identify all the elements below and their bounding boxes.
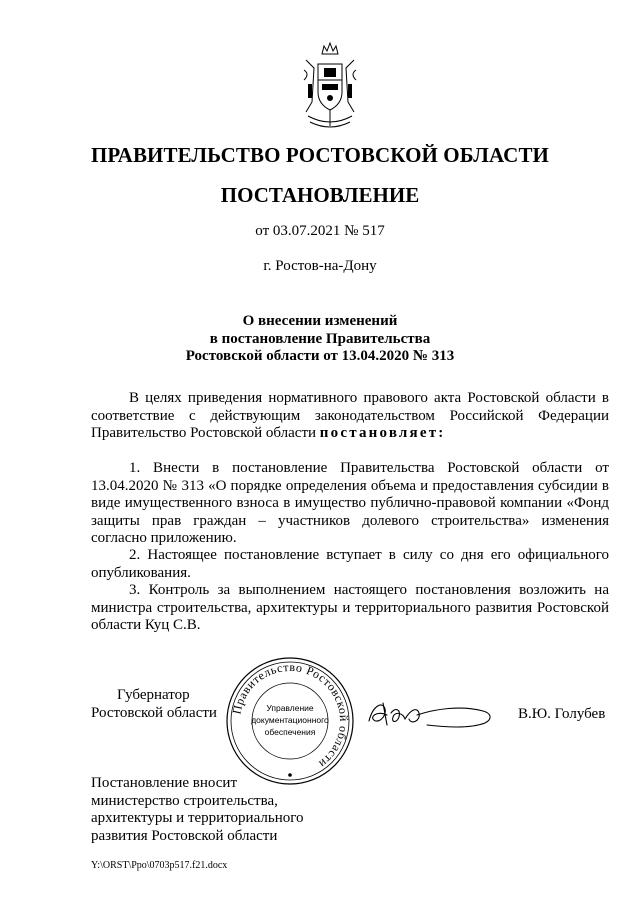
stamp-ring-text: Правительство Ростовской области (229, 659, 352, 772)
organization-title: ПРАВИТЕЛЬСТВО РОСТОВСКОЙ ОБЛАСТИ (91, 143, 549, 167)
document-subject (0, 313, 640, 366)
stamp-center-line: Управление (266, 703, 314, 713)
contributor-line: развития Ростовской области (91, 827, 278, 844)
contributor-note (91, 775, 304, 845)
resolution-keyword: постановляет: (319, 425, 446, 441)
contributor-line: Постановление вносит (91, 775, 238, 791)
document-date-number: от 03.07.2021 № 517 (255, 223, 385, 239)
subject-line: О внесении изменений (242, 313, 398, 329)
signatory-title (91, 687, 221, 722)
contributor-line: архитектуры и территориального (91, 810, 304, 826)
signatory-title-line: Губернатор (117, 687, 190, 703)
subject-line: в постановление Правительства (209, 330, 431, 347)
subject-line: Ростовской области от 13.04.2020 № 313 (185, 348, 455, 364)
file-path: Y:\ORST\Ppo\0703p517.f21.docx (91, 860, 228, 871)
signatory-name: В.Ю. Голубев (518, 706, 606, 722)
stamp-center-line: обеспечения (264, 727, 316, 737)
preamble-paragraph (91, 390, 609, 443)
item-paragraph-3: 3. Контроль за выполнением настоящего постановления возложить на министра строительства, архитектуры и территориального развития Ростовской области Куц С.В. (91, 582, 609, 633)
stamp-center-line: документационного (251, 715, 329, 725)
item-paragraph-2: 2. Настоящее постановление вступает в силу со дня его официального опубликования. (91, 547, 609, 581)
item-paragraph-1: 1. Внести в постановление Правительства Ростовской области от 13.04.2020 № 313 «О порядке определения объема и предоставления субсидии в виде имущественного взноса в имущество публично-правовой компании «Фонд защиты прав граждан – участников долевого строительства» изменения согласно приложению. (91, 460, 609, 546)
signatory-title-line: Ростовской области (91, 704, 217, 721)
document-type: ПОСТАНОВЛЕНИЕ (220, 183, 420, 207)
handwritten-signature (365, 695, 495, 733)
coat-of-arms-icon (300, 40, 360, 136)
document-city: г. Ростов-на-Дону (263, 258, 377, 274)
official-stamp (224, 655, 356, 787)
preamble-text: В целях приведения нормативного правового акта Ростовской области в соответствие с действующим законодательством Российской Федерации Правительство Ростовской области (91, 390, 609, 441)
contributor-line: министерство строительства, (91, 792, 278, 809)
